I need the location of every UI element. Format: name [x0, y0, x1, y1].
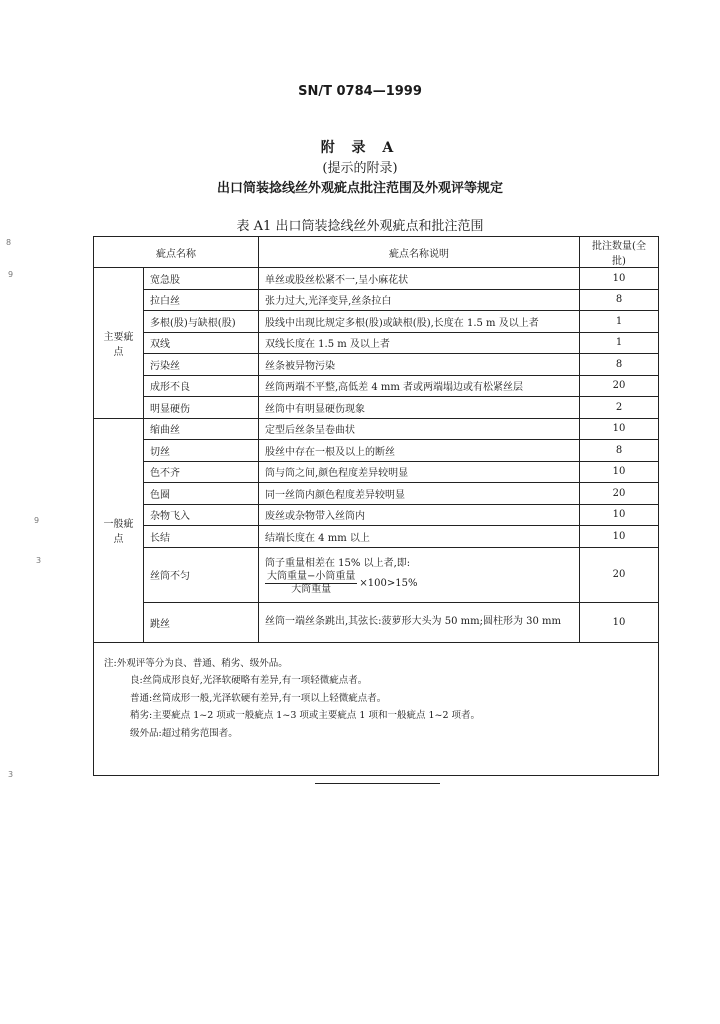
defect-count: 10 — [580, 461, 659, 483]
defect-desc — [259, 547, 580, 602]
formula-fraction — [265, 571, 357, 596]
category-major: 主要疵点 — [94, 268, 144, 419]
defect-count: 8 — [580, 440, 659, 462]
defect-desc: 废丝或杂物带入丝筒内 — [259, 504, 580, 526]
header-defect-name: 疵点名称 — [94, 237, 259, 268]
end-rule — [315, 783, 440, 784]
table-row — [94, 440, 659, 462]
defect-desc: 股丝中存在一根及以上的断丝 — [259, 440, 580, 462]
defect-desc: 丝筒一端丝条跳出,其弦长:菠萝形大头为 50 mm;圆柱形为 30 mm — [259, 602, 580, 642]
table-row — [94, 526, 659, 548]
table-row — [94, 483, 659, 505]
margin-mark: 9 — [34, 516, 40, 525]
note-line: 稍劣:主要疵点 1~2 项或一般疵点 1~3 项或主要疵点 1 项和一般疵点 1~2 项者。 — [130, 710, 481, 721]
note-line: 良:丝筒成形良好,光泽软硬略有差异,有一项轻微疵点者。 — [130, 675, 368, 686]
defect-name: 拉白丝 — [144, 289, 259, 311]
defect-count: 8 — [580, 354, 659, 376]
defect-count: 8 — [580, 289, 659, 311]
defect-name: 长结 — [144, 526, 259, 548]
table-row — [94, 311, 659, 333]
defect-desc: 定型后丝条呈卷曲状 — [259, 418, 580, 440]
table-row — [94, 397, 659, 419]
formula-numerator: 大筒重量−小筒重量 — [267, 570, 356, 582]
defect-table — [93, 236, 659, 776]
defect-name: 宽急股 — [144, 268, 259, 290]
defect-count: 1 — [580, 332, 659, 354]
defect-desc: 同一丝筒内颜色程度差异较明显 — [259, 483, 580, 505]
defect-name: 色圈 — [144, 483, 259, 505]
defect-count: 20 — [580, 483, 659, 505]
formula-denominator: 大筒重量 — [291, 583, 332, 595]
defect-name: 缩曲丝 — [144, 418, 259, 440]
header-count: 批注数量(全批) — [580, 237, 659, 268]
category-general: 一般疵点 — [94, 418, 144, 642]
table-row — [94, 602, 659, 642]
defect-desc: 股线中出现比规定多根(股)或缺根(股),长度在 1.5 m 及以上者 — [259, 311, 580, 333]
note-line: 普通:丝筒成形一般,光泽软硬有差异,有一项以上轻微疵点者。 — [130, 692, 387, 704]
defect-name: 杂物飞入 — [144, 504, 259, 526]
defect-count: 10 — [580, 268, 659, 290]
defect-name: 切丝 — [144, 440, 259, 462]
margin-mark: 3 — [36, 556, 42, 565]
defect-name: 污染丝 — [144, 354, 259, 376]
table-row — [94, 375, 659, 397]
defect-count: 10 — [580, 418, 659, 440]
uneven-desc-text: 筒子重量相差在 15% 以上者,即: — [265, 557, 411, 569]
table-row — [94, 354, 659, 376]
defect-name: 跳丝 — [144, 602, 259, 642]
defect-count: 10 — [580, 504, 659, 526]
table-header-row — [94, 237, 659, 268]
defect-desc: 张力过大,光泽变异,丝条拉白 — [259, 289, 580, 311]
defect-count: 1 — [580, 311, 659, 333]
table-row — [94, 332, 659, 354]
defect-name: 多根(股)与缺根(股) — [144, 311, 259, 333]
appendix-heading: 出口筒装捻线丝外观疵点批注范围及外观评等规定 — [216, 181, 503, 196]
defect-count: 10 — [580, 602, 659, 642]
table-row — [94, 418, 659, 440]
standard-number: SN/T 0784—1999 — [298, 84, 422, 99]
defect-name: 明显硬伤 — [144, 397, 259, 419]
defect-count: 2 — [580, 397, 659, 419]
appendix-title: 附 录 A — [320, 140, 400, 156]
defect-desc: 双线长度在 1.5 m 及以上者 — [259, 332, 580, 354]
table-row — [94, 504, 659, 526]
defect-name: 成形不良 — [144, 375, 259, 397]
defect-count: 20 — [580, 547, 659, 602]
table-row — [94, 461, 659, 483]
table-row — [94, 547, 659, 602]
defect-name: 双线 — [144, 332, 259, 354]
defect-count: 20 — [580, 375, 659, 397]
defect-name: 丝筒不匀 — [144, 547, 259, 602]
defect-desc: 丝条被异物污染 — [259, 354, 580, 376]
defect-desc: 结端长度在 4 mm 以上 — [259, 526, 580, 548]
defect-desc: 筒与筒之间,颜色程度差异较明显 — [259, 461, 580, 483]
margin-mark: 9 — [8, 270, 14, 279]
formula-tail: ×100>15% — [359, 577, 418, 589]
notes-cell — [94, 642, 659, 775]
table-row — [94, 289, 659, 311]
defect-name: 色不齐 — [144, 461, 259, 483]
note-line: 注:外观评等分为良、普通、稍劣、级外品。 — [104, 657, 288, 669]
appendix-subtitle: (提示的附录) — [322, 161, 398, 176]
defect-desc: 丝筒两端不平整,高低差 4 mm 者或两端塌边或有松紧丝层 — [259, 375, 580, 397]
table-caption: 表 A1 出口筒装捻线丝外观疵点和批注范围 — [236, 219, 484, 234]
notes-row — [94, 642, 659, 775]
note-line: 级外品:超过稍劣范围者。 — [130, 727, 238, 739]
margin-mark: 3 — [8, 770, 14, 779]
margin-mark: 8 — [6, 238, 12, 247]
defect-desc: 丝筒中有明显硬伤现象 — [259, 397, 580, 419]
uneven-formula — [265, 571, 417, 596]
defect-count: 10 — [580, 526, 659, 548]
defect-desc: 单丝或股丝松紧不一,呈小麻花状 — [259, 268, 580, 290]
header-description: 疵点名称说明 — [259, 237, 580, 268]
table-row — [94, 268, 659, 290]
